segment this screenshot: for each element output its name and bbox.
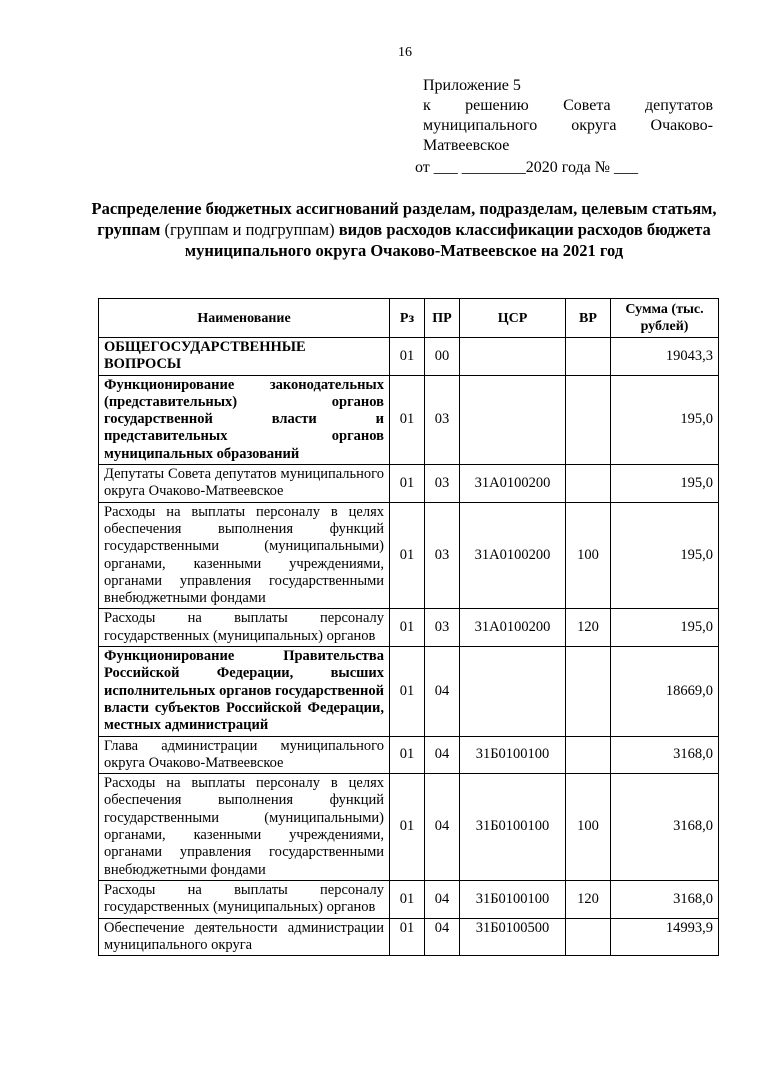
- row-csr: 31Б0100500: [460, 918, 566, 956]
- row-sum: 3168,0: [611, 880, 719, 918]
- appendix-line: муниципального округа Очаково-: [423, 117, 713, 134]
- budget-table: [98, 298, 719, 956]
- row-pr: 00: [425, 338, 460, 376]
- table-row: [99, 465, 719, 503]
- row-csr: [460, 338, 566, 376]
- header-rz: Рз: [390, 299, 425, 338]
- header-vr: ВР: [566, 299, 611, 338]
- row-rz: 01: [390, 736, 425, 774]
- row-csr: 31Б0100100: [460, 736, 566, 774]
- appendix-date-line: от ___ ________2020 года № ___: [415, 159, 638, 176]
- appendix-line: Матвеевское: [423, 137, 510, 154]
- row-vr: [566, 465, 611, 503]
- row-pr: 04: [425, 647, 460, 736]
- table-row: [99, 338, 719, 376]
- row-name: ОБЩЕГОСУДАРСТВЕННЫЕ ВОПРОСЫ: [99, 338, 390, 376]
- table-row: [99, 647, 719, 736]
- row-csr: 31Б0100100: [460, 880, 566, 918]
- row-pr: 03: [425, 609, 460, 647]
- table-row: [99, 502, 719, 609]
- row-sum: 18669,0: [611, 647, 719, 736]
- appendix-line: Приложение 5: [423, 77, 521, 94]
- row-sum: 195,0: [611, 375, 719, 464]
- document-title: [90, 198, 718, 261]
- row-vr: 120: [566, 609, 611, 647]
- table-row: [99, 774, 719, 881]
- row-sum: 19043,3: [611, 338, 719, 376]
- row-name: Расходы на выплаты персоналу государственных (муниципальных) органов: [99, 880, 390, 918]
- row-name: Депутаты Совета депутатов муниципального округа Очаково-Матвеевское: [99, 465, 390, 503]
- row-sum: 14993,9: [611, 918, 719, 956]
- row-name: Расходы на выплаты персоналу в целях обеспечения выполнения функций государственными (муниципальными) органами, казенными учреждениями, органами управления государственными внебюджетными фондами: [99, 502, 390, 609]
- header-csr: ЦСР: [460, 299, 566, 338]
- header-pr: ПР: [425, 299, 460, 338]
- row-csr: 31А0100200: [460, 609, 566, 647]
- header-sum: Сумма (тыс. рублей): [611, 299, 719, 338]
- row-name: Функционирование законодательных (представительных) органов государственной власти и представительных органов муниципальных образований: [99, 375, 390, 464]
- row-rz: 01: [390, 880, 425, 918]
- row-name: Глава администрации муниципального округа Очаково-Матвеевское: [99, 736, 390, 774]
- row-vr: [566, 918, 611, 956]
- row-rz: 01: [390, 774, 425, 881]
- row-rz: 01: [390, 609, 425, 647]
- table-row: [99, 375, 719, 464]
- row-rz: 01: [390, 918, 425, 956]
- row-pr: 04: [425, 880, 460, 918]
- table-row: [99, 736, 719, 774]
- row-pr: 04: [425, 774, 460, 881]
- row-csr: 31А0100200: [460, 502, 566, 609]
- header-name: Наименование: [99, 299, 390, 338]
- row-csr: [460, 375, 566, 464]
- row-rz: 01: [390, 465, 425, 503]
- row-sum: 195,0: [611, 609, 719, 647]
- row-sum: 195,0: [611, 465, 719, 503]
- row-vr: 100: [566, 502, 611, 609]
- table-row: [99, 880, 719, 918]
- row-pr: 03: [425, 502, 460, 609]
- row-sum: 3168,0: [611, 774, 719, 881]
- title-part: Распределение бюджетных ассигнований разделам, подразделам, целевым статьям, группам: [91, 199, 717, 239]
- table-row: [99, 918, 719, 956]
- row-pr: 03: [425, 465, 460, 503]
- row-sum: 195,0: [611, 502, 719, 609]
- row-name: Расходы на выплаты персоналу государственных (муниципальных) органов: [99, 609, 390, 647]
- row-vr: [566, 736, 611, 774]
- row-vr: [566, 647, 611, 736]
- title-part: (группам и подгруппам): [164, 220, 335, 239]
- row-name: Обеспечение деятельности администрации муниципального округа: [99, 918, 390, 956]
- table-header-row: [99, 299, 719, 338]
- row-rz: 01: [390, 338, 425, 376]
- row-pr: 04: [425, 918, 460, 956]
- row-name: Функционирование Правительства Российской Федерации, высших исполнительных органов государственной власти субъектов Российской Федерации, местных администраций: [99, 647, 390, 736]
- appendix-header: [415, 76, 713, 178]
- page-number: 16: [398, 45, 412, 60]
- table-row: [99, 609, 719, 647]
- row-rz: 01: [390, 647, 425, 736]
- row-csr: 31А0100200: [460, 465, 566, 503]
- row-rz: 01: [390, 502, 425, 609]
- title-part: видов расходов классификации расходов бюджета муниципального округа Очаково-Матвеевское на 2021 год: [184, 220, 711, 260]
- row-csr: [460, 647, 566, 736]
- row-rz: 01: [390, 375, 425, 464]
- row-vr: 100: [566, 774, 611, 881]
- row-name: Расходы на выплаты персоналу в целях обеспечения выполнения функций государственными (муниципальными) органами, казенными учреждениями, органами управления государственными внебюджетными фондами: [99, 774, 390, 881]
- row-csr: 31Б0100100: [460, 774, 566, 881]
- row-vr: 120: [566, 880, 611, 918]
- appendix-line: к решению Совета депутатов: [423, 97, 713, 114]
- row-vr: [566, 338, 611, 376]
- row-sum: 3168,0: [611, 736, 719, 774]
- row-pr: 03: [425, 375, 460, 464]
- row-pr: 04: [425, 736, 460, 774]
- row-vr: [566, 375, 611, 464]
